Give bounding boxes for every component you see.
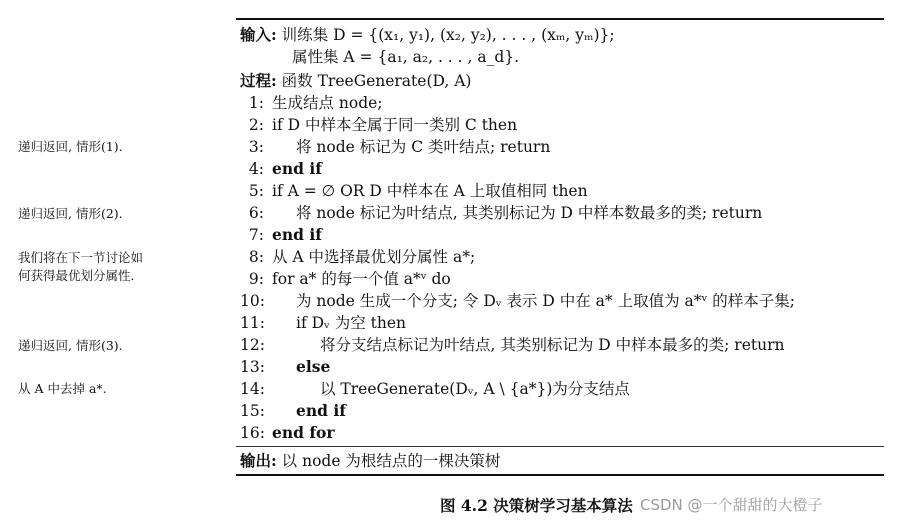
side-note-5: 从 A 中去掉 a*.	[18, 381, 107, 396]
line-number: 10:	[240, 292, 265, 310]
input-text-1: 训练集 D = {(x₁, y₁), (x₂, y₂), . . . , (xₘ, yₘ)};	[281, 26, 615, 44]
process-line	[240, 70, 471, 92]
line-text: for a* 的每一个值 a*ᵛ do	[272, 270, 451, 288]
line-number: 6:	[248, 204, 264, 222]
top-rule	[236, 18, 884, 20]
algo-line-5	[240, 180, 588, 202]
input-line-1	[240, 24, 615, 46]
line-text: 以 TreeGenerate(Dᵥ, A \ {a*})为分支结点	[320, 380, 630, 398]
input-label: 输入:	[240, 25, 277, 44]
input-text-2: 属性集 A = {a₁, a₂, . . . , a_d}.	[292, 48, 520, 66]
line-number: 14:	[240, 380, 265, 398]
line-text: 生成结点 node;	[272, 94, 383, 112]
side-note-4: 递归返回, 情形(3).	[18, 338, 123, 353]
figure-caption: 图 4.2 决策树学习基本算法	[440, 496, 633, 515]
output-line	[240, 450, 500, 472]
output-separator	[236, 446, 884, 447]
line-number: 2:	[248, 116, 264, 134]
line-text: if A = ∅ OR D 中样本在 A 上取值相同 then	[272, 182, 588, 200]
line-text: end if	[272, 225, 322, 244]
line-text: 为 node 生成一个分支; 令 Dᵥ 表示 D 中在 a* 上取值为 a*ᵛ 的样本子集;	[296, 292, 795, 310]
line-text: end if	[272, 159, 322, 178]
algo-line-11	[240, 312, 406, 334]
algo-line-7	[240, 224, 322, 246]
line-number: 5:	[248, 182, 264, 200]
line-number: 7:	[248, 226, 264, 244]
algo-line-2	[240, 114, 517, 136]
process-label: 过程:	[240, 71, 277, 90]
line-number: 1:	[248, 94, 264, 112]
watermark: CSDN @一个甜甜的大橙子	[640, 496, 823, 514]
algo-line-6	[240, 202, 762, 224]
line-number: 11:	[240, 314, 265, 332]
line-number: 9:	[248, 270, 264, 288]
algo-line-3	[240, 136, 550, 158]
line-text: 将 node 标记为叶结点, 其类别标记为 D 中样本数最多的类; return	[296, 204, 763, 222]
algo-line-16	[240, 422, 335, 444]
line-text: 从 A 中选择最优划分属性 a*;	[272, 248, 476, 266]
line-number: 12:	[240, 336, 265, 354]
line-text: end for	[272, 423, 335, 442]
line-number: 8:	[248, 248, 264, 266]
side-note-1: 递归返回, 情形(1).	[18, 139, 123, 154]
side-note-3a: 我们将在下一节讨论如	[18, 250, 144, 265]
line-text: if D 中样本全属于同一类别 C then	[272, 116, 518, 134]
bottom-rule	[236, 474, 884, 476]
side-note-2: 递归返回, 情形(2).	[18, 206, 123, 221]
line-text: 将 node 标记为 C 类叶结点; return	[296, 138, 551, 156]
algo-line-8	[240, 246, 475, 268]
line-number: 13:	[240, 358, 265, 376]
line-text: if Dᵥ 为空 then	[296, 314, 407, 332]
line-number: 16:	[240, 424, 265, 442]
algo-line-12	[240, 334, 784, 356]
output-label: 输出:	[240, 451, 277, 470]
process-text: 函数 TreeGenerate(D, A)	[281, 72, 472, 90]
algo-line-15	[240, 400, 346, 422]
algo-line-10	[240, 290, 795, 312]
algo-line-9	[240, 268, 451, 290]
line-text: 将分支结点标记为叶结点, 其类别标记为 D 中样本最多的类; return	[320, 336, 785, 354]
algo-line-4	[240, 158, 322, 180]
algo-line-14	[240, 378, 630, 400]
line-number: 3:	[248, 138, 264, 156]
algo-line-1	[240, 92, 383, 114]
input-line-2	[292, 46, 519, 68]
line-text: end if	[296, 401, 346, 420]
line-number: 4:	[248, 160, 264, 178]
side-note-3b: 何获得最优划分属性.	[18, 268, 135, 283]
line-text: else	[296, 357, 331, 376]
algo-line-13	[240, 356, 330, 378]
line-number: 15:	[240, 402, 265, 420]
output-text: 以 node 为根结点的一棵决策树	[281, 452, 501, 470]
